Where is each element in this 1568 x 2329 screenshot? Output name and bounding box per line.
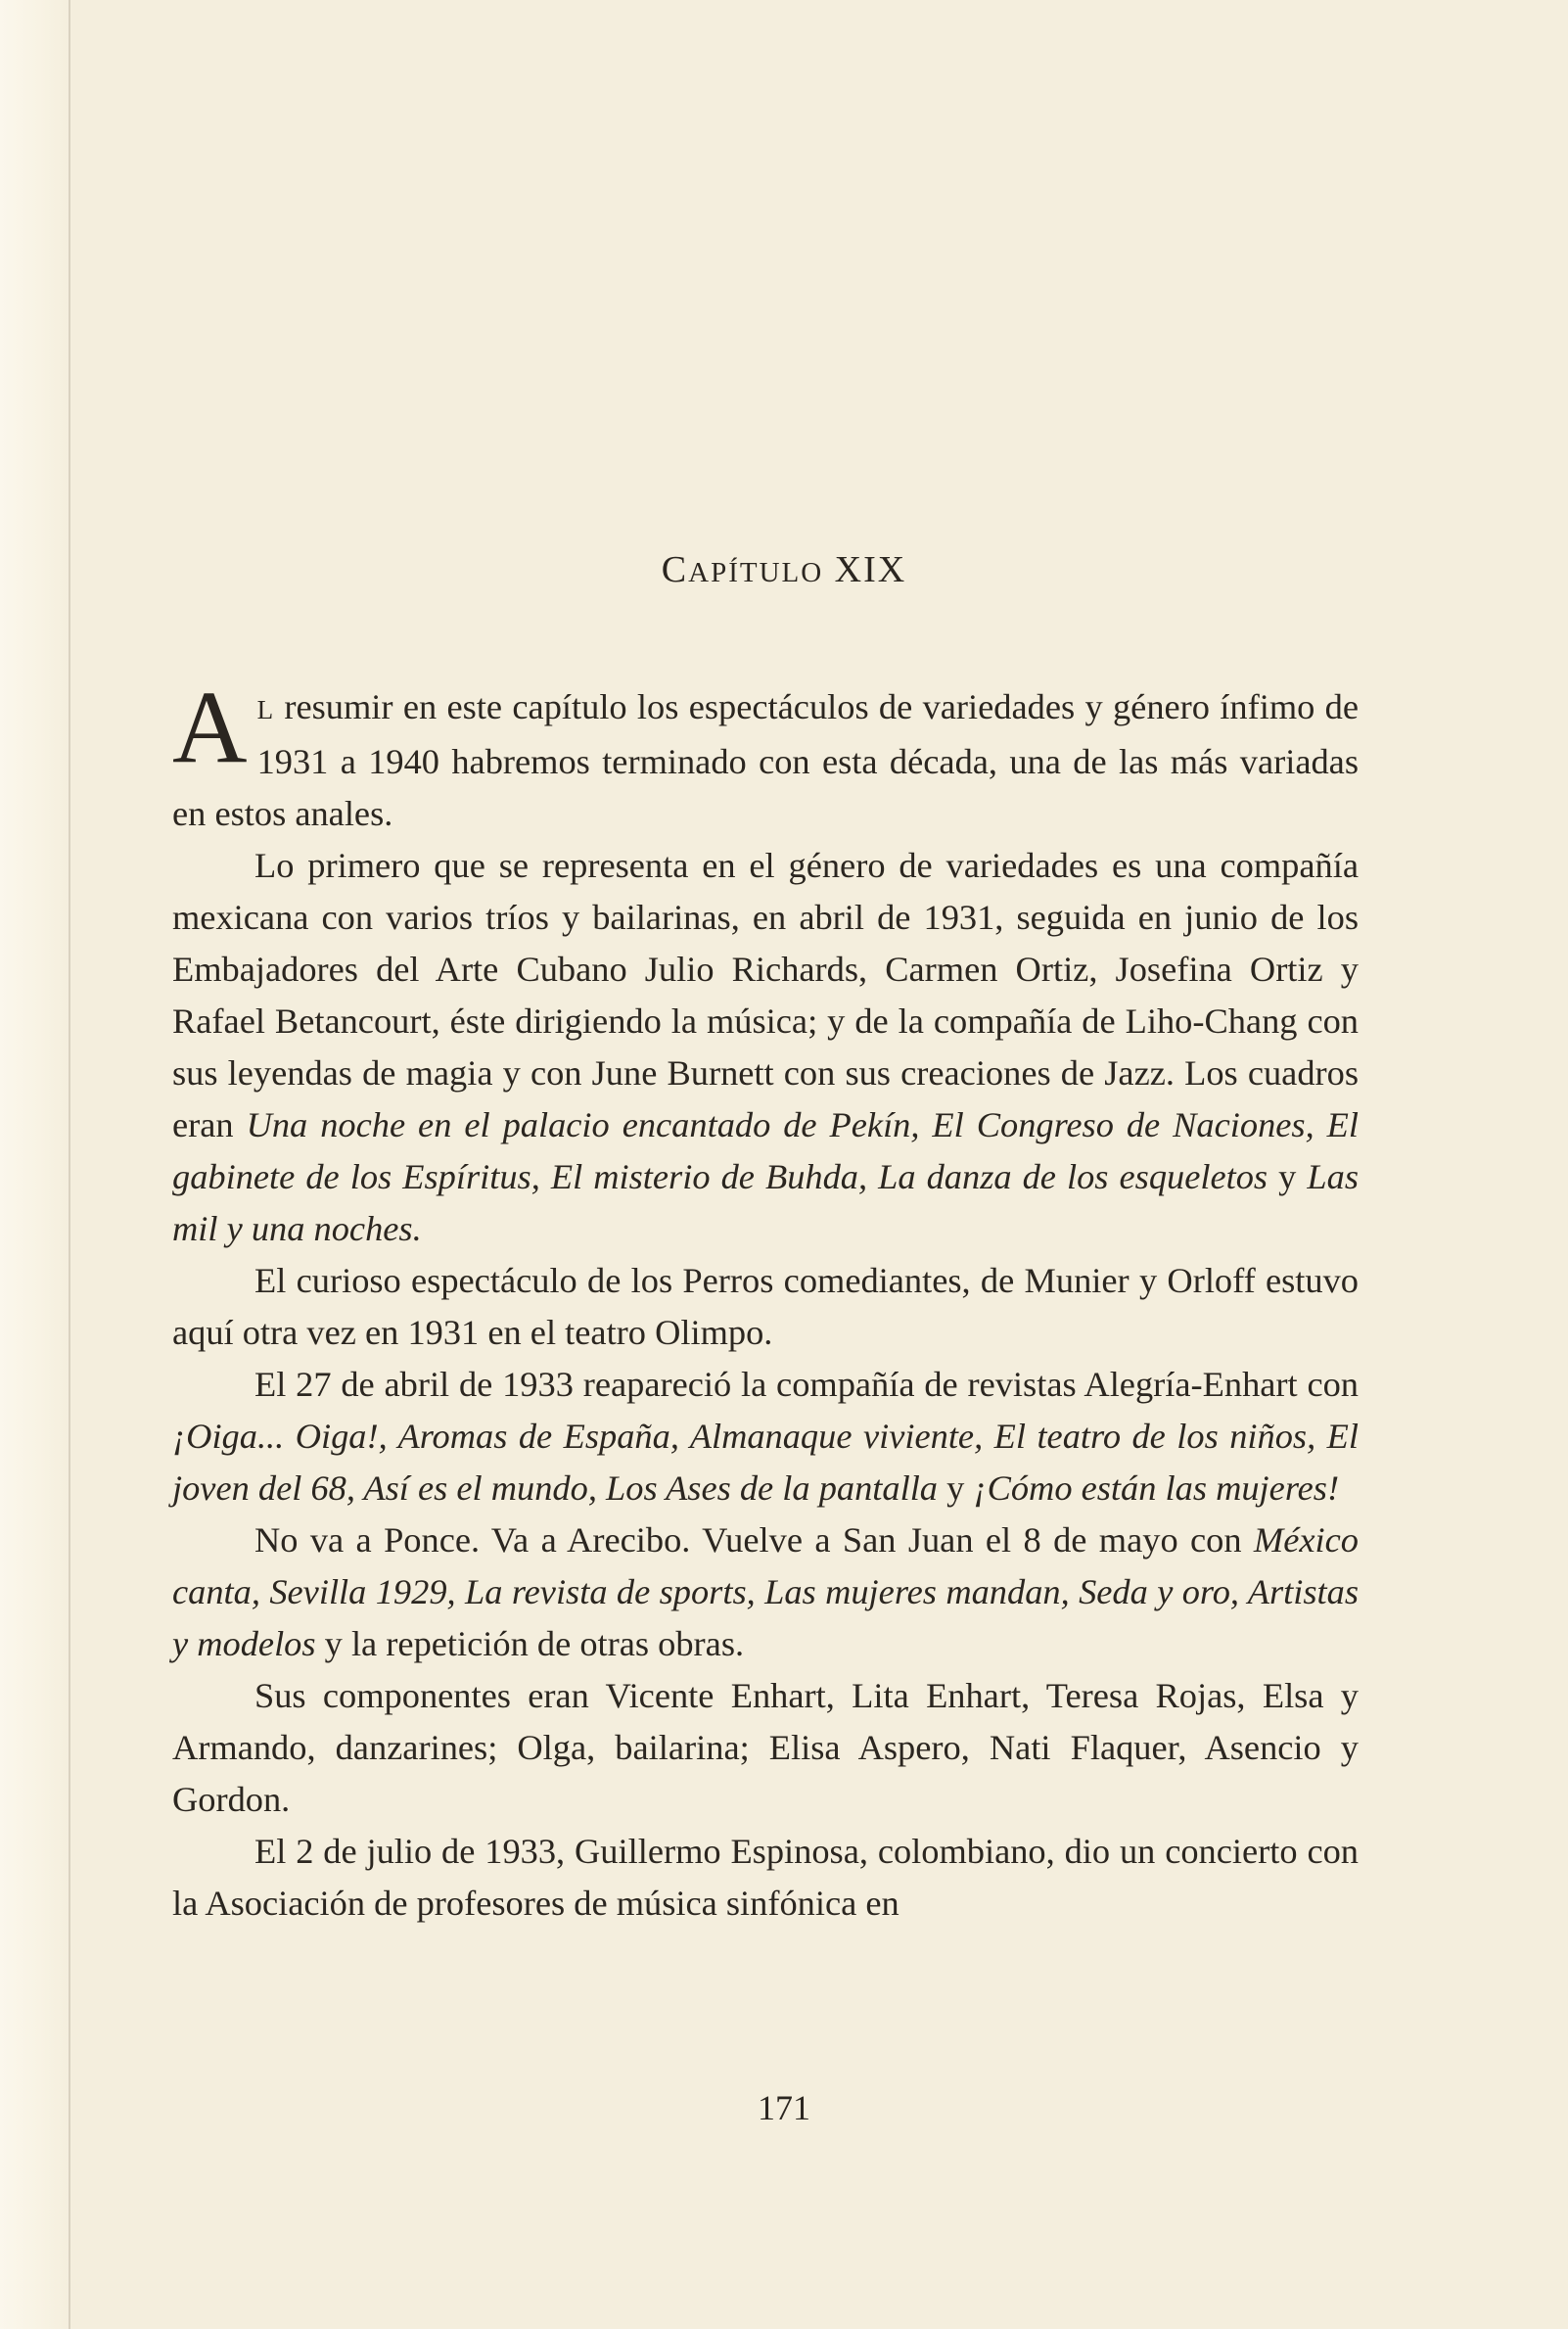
paragraph-1 <box>172 670 1359 840</box>
drop-cap: A <box>172 670 248 784</box>
paragraph-6: Sus componentes eran Vicente Enhart, Lita Enhart, Teresa Rojas, Elsa y Armando, danzarines; Olga, bailarina; Elisa Aspero, Nati Flaquer, Asencio y Gordon. <box>172 1676 1359 1819</box>
paragraph-4-text-a: El 27 de abril de 1933 reapareció la compañía de revistas Alegría-Enhart con <box>254 1365 1359 1404</box>
chapter-heading <box>0 548 1568 591</box>
paragraph-4-text-b: y <box>938 1468 974 1508</box>
page-edge <box>0 0 70 2329</box>
paragraph-1-text: resumir en este capítulo los espectáculos de variedades y género ínfimo de 1931 a 1940 habremos terminado con esta década, una de las más variadas en estos anales. <box>172 687 1359 833</box>
paragraph-4-titles-b: ¡Cómo están las mujeres! <box>973 1468 1340 1508</box>
paragraph-4-titles-a: ¡Oiga... Oiga!, Aromas de España, Almanaque viviente, El teatro de los niños, El joven del 68, Así es el mundo, Los Ases de la pantalla <box>172 1417 1359 1508</box>
paragraph-5 <box>172 1514 1359 1670</box>
paragraph-3: El curioso espectáculo de los Perros comediantes, de Munier y Orloff estuvo aquí otra vez en 1931 en el teatro Olimpo. <box>172 1261 1359 1352</box>
paragraph-2-text-b: y <box>1268 1157 1308 1196</box>
paragraph-2-titles-a: Una noche en el palacio encantado de Pekín, El Congreso de Naciones, El gabinete de los Espíritus, El misterio de Buhda, La danza de los esqueletos <box>172 1105 1359 1196</box>
binding-edge-line <box>69 0 70 2329</box>
paragraph-2-text-a: Lo primero que se representa en el género de variedades es una compañía mexicana con varios tríos y bailarinas, en abril de 1931, seguida en junio de los Embajadores del Arte Cubano Julio Richards, Carmen Ortiz, Josefina Ortiz y Rafael Betancourt, éste dirigiendo la música; y de la compañía de Liho-Chang con sus leyendas de magia y con June Burnett con sus creaciones de Jazz. Los cuadros eran <box>172 846 1359 1144</box>
paragraph-5-text-a: No va a Ponce. Va a Arecibo. Vuelve a San Juan el 8 de mayo con <box>254 1520 1254 1560</box>
page-number: 171 <box>758 2088 810 2127</box>
chapter-word-rest: APÍTULO <box>688 557 824 588</box>
paragraph-4 <box>172 1359 1359 1514</box>
chapter-word-cap: C <box>661 549 689 590</box>
paragraph-5-text-b: y la repetición de otras obras. <box>315 1624 745 1663</box>
body-text <box>172 670 1359 1930</box>
paragraph-7: El 2 de julio de 1933, Guillermo Espinosa, colombiano, dio un concierto con la Asociación de profesores de música sinfónica en <box>172 1832 1359 1923</box>
paragraph-5-titles: México canta, Sevilla 1929, La revista de sports, Las mujeres mandan, Seda y oro, Artistas y modelos <box>172 1520 1359 1663</box>
paragraph-2-titles-b: Las mil y una noches. <box>172 1157 1359 1248</box>
chapter-numeral: XIX <box>834 549 907 590</box>
paragraph-2 <box>172 840 1359 1255</box>
lead-small-caps: L <box>256 695 275 724</box>
